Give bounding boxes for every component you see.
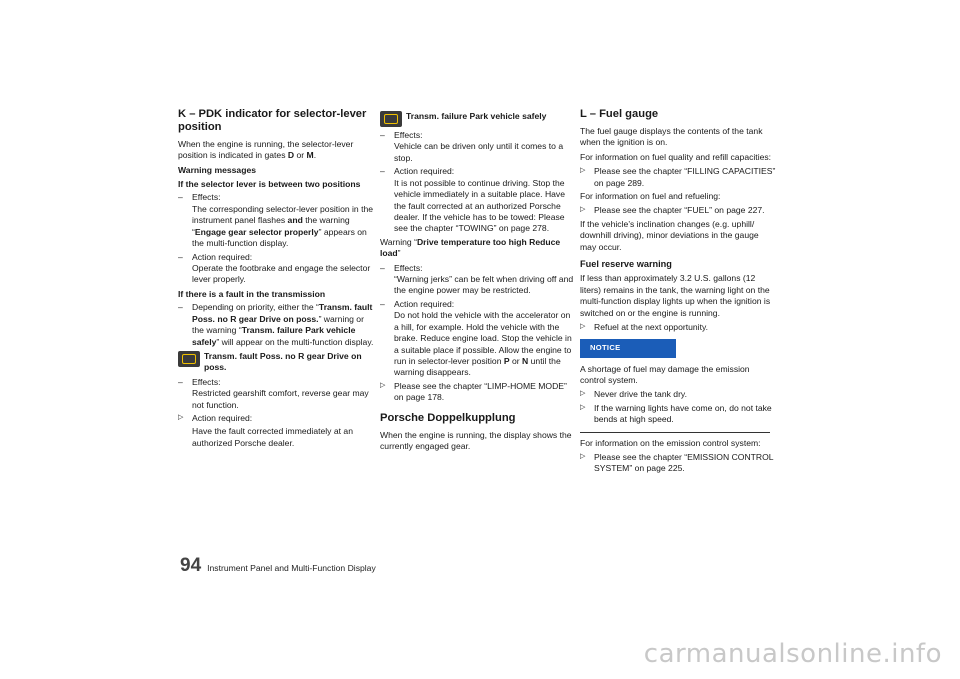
warning-display-fault (178, 351, 374, 374)
bends-instruction: ▷ If the warning lights have come on, do not take bends at high speed. (580, 403, 776, 426)
reserve-heading: Fuel reserve warning (580, 259, 672, 270)
action-text: It is not possible to continue driving. Stop the vehicle immediately in a suitable place. Have the fault corrected at an authorized Porsche dealer. If the vehicle has to be towed: Please see the chapter “TOWING” on page 278. (394, 177, 566, 234)
column-middle (380, 108, 576, 455)
emission-reference: ▷ Please see the chapter “EMISSION CONTROL SYSTEM” on page 225. (580, 452, 776, 475)
pdk-text: When the engine is running, the display shows the currently engaged gear. (380, 429, 572, 451)
page-number: 94 (180, 555, 202, 576)
action2-text: Do not hold the vehicle with the accelerator on a hill, for example. Hold the vehicle with the brake. Reduce engine load. Stop the vehicle in a suitable place if possible. Allow the engine to run in selector-lever position P or N until the warning disappears. (394, 310, 572, 378)
fuel-info: For information on fuel and refueling: (580, 190, 721, 201)
notice-divider (580, 432, 770, 433)
warning-display-text: Transm. fault Poss. no R gear Drive on poss. (204, 350, 362, 373)
warning-display-text: Transm. failure Park vehicle safely (406, 111, 547, 121)
effects2-text: “Warning jerks” can be felt when driving off and the engine power may be restricted. (394, 274, 574, 296)
action-label: – Action required: (178, 252, 374, 263)
refuel-instruction: ▷ Refuel at the next opportunity. (580, 322, 776, 333)
fault-label: If there is a fault in the transmission (178, 288, 326, 299)
reserve-text: If less than approximately 3.2 U.S. gallons (12 liters) remains in the tank, the warning light on the multi-function display lights up when the ignition is switched on or the engine is running. (580, 273, 771, 318)
effects-text: The corresponding selector-lever position in the instrument panel flashes and the warning “Engage gear selector properly” appears on the multi-function display. (192, 203, 374, 249)
watermark: carmanualsonline.info (643, 639, 942, 669)
transmission-warning-icon (380, 111, 402, 127)
action2-label: ▷ Action required: (178, 413, 374, 424)
pdk-intro: When the engine is running, the selector-lever position is indicated in gates D or M. (178, 138, 354, 161)
pdk-heading: Porsche Doppelkupplung (380, 411, 516, 424)
effects-label: – Effects: (178, 192, 374, 203)
fuel-intro: The fuel gauge displays the contents of the tank when the ignition is on. (580, 125, 763, 148)
column-left (178, 108, 374, 451)
effects2-label: – Effects: (380, 263, 576, 274)
limp-home-reference: ▷ Please see the chapter “LIMP-HOME MODE” on page 178. (380, 381, 576, 404)
transmission-warning-icon (178, 351, 200, 367)
effects-text: Vehicle can be driven only until it comes to a stop. (394, 141, 564, 163)
notice-banner: NOTICE (580, 339, 676, 357)
action-text: Operate the footbrake and engage the selector lever properly. (192, 262, 371, 285)
quality-info: For information on fuel quality and refill capacities: (580, 151, 772, 162)
incline-text: If the vehicle’s inclination changes (e.g. uphill/ downhill driving), minor deviations in the gauge may occur. (580, 218, 759, 252)
emission-info: For information on the emission control system: (580, 437, 761, 448)
action2-text: Have the fault corrected immediately at an authorized Porsche dealer. (192, 426, 353, 448)
filling-capacities-reference: ▷ Please see the chapter “FILLING CAPACITIES” on page 289. (580, 166, 776, 189)
fuel-reference: ▷ Please see the chapter “FUEL” on page 227. (580, 205, 776, 216)
fuel-gauge-heading: L – Fuel gauge (580, 108, 659, 120)
warning-display-failure (380, 111, 576, 127)
action2-label: – Action required: (380, 299, 576, 310)
lever-between-label: If the selector lever is between two positions (178, 179, 361, 190)
section-title: Instrument Panel and Multi-Function Display (207, 563, 376, 573)
drive-temp-warning: Warning “Drive temperature too high Reduce load” (380, 236, 561, 259)
action-label: – Action required: (380, 166, 576, 177)
column-right (580, 108, 776, 477)
warning-messages-label: Warning messages (178, 164, 257, 175)
effects-label: – Effects: (380, 130, 576, 141)
never-dry-instruction: ▷ Never drive the tank dry. (580, 389, 776, 400)
fault-text: – Depending on priority, either the “Transm. fault Poss. no R gear Drive on poss.” warning or the warning “Transm. failure Park vehicle safely” will appear on the multi-function display. (178, 302, 374, 348)
effects2-text: Restricted gearshift comfort, reverse gear may not function. (192, 388, 369, 410)
pdk-indicator-heading: K – PDK indicator for selector-lever position (178, 108, 367, 133)
notice-text: A shortage of fuel may damage the emission control system. (580, 363, 750, 385)
page-footer (180, 556, 376, 575)
effects2-label: – Effects: (178, 377, 374, 388)
